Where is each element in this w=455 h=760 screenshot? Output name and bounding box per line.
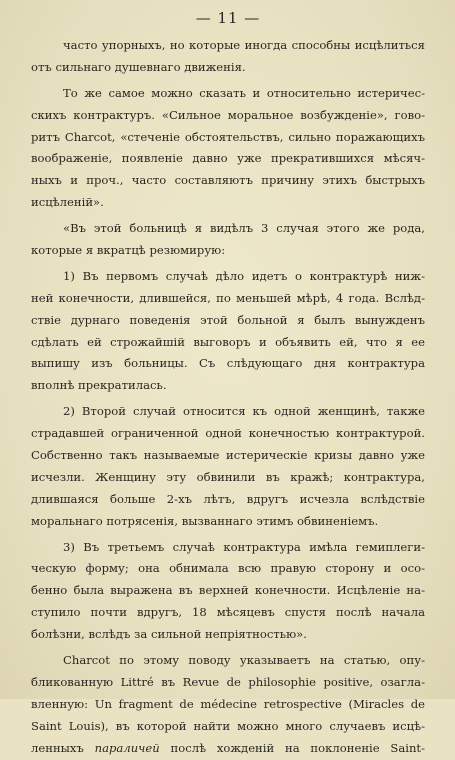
paragraph (31, 537, 425, 646)
paragraph (31, 218, 425, 262)
text-line: Saint Louis), въ которой найти можно много случаевъ исцѣ- (31, 718, 425, 733)
italic-word: параличей (94, 740, 160, 755)
paragraph (31, 35, 425, 79)
text-line: «Въ этой больницѣ я видѣлъ 3 случая этого же рода, (63, 221, 425, 236)
text-line: воображеніе, появленіе давно уже прекратившихся мѣсяч- (31, 151, 425, 166)
text-line: 3) Въ третьемъ случаѣ контрактура имѣла гемиплеги- (63, 539, 425, 554)
paragraph (31, 83, 425, 214)
text-line: ритъ Charcot, «стеченіе обстоятельствъ, сильно поражающихъ (31, 129, 425, 144)
text-line: исцѣленій». (31, 195, 104, 210)
text-line: Собственно такъ называемые истерическіе кризы давно уже (31, 448, 425, 463)
text-line: То же самое можно сказать и относительно истеричес- (63, 85, 425, 100)
text-line: отъ сильнаго душевнаго движенія. (31, 59, 246, 74)
text-line: ступило почти вдругъ, 18 мѣсяцевъ спустя послѣ начала (31, 605, 425, 620)
text-line: исчезли. Женщину эту обвинили въ кражѣ; контрактура, (31, 469, 425, 484)
text-line: сдѣлать ей строжайшій выговоръ и объявить ей, что я ее (31, 334, 425, 349)
paragraph (31, 401, 425, 532)
text-run: послѣ хожденій на поклоненіе Saint- (170, 740, 426, 755)
text-line: 2) Второй случай относится къ одной женщинѣ, также (63, 404, 425, 419)
text-line: которые я вкратцѣ резюмирую: (31, 243, 226, 258)
text-line: ней конечности, длившейся, по меньшей мѣрѣ, 4 года. Вслѣд- (31, 290, 425, 305)
body-text (31, 35, 425, 760)
text-line: скихъ контрактуръ. «Сильное моральное возбужденіе», гово- (31, 107, 425, 122)
paragraph (31, 266, 425, 397)
text-line: бенно была выражена въ верхней конечности. Исцѣленіе на- (31, 583, 425, 598)
text-line: часто упорныхъ, но которые иногда способны исцѣлиться (63, 38, 425, 52)
text-line: выпишу изъ больницы. Съ слѣдующаго дня контрактура (31, 356, 425, 371)
text-line: длившаяся больше 2-хъ лѣтъ, вдругъ исчезла вслѣдствіе (31, 491, 425, 506)
text-line: ствіе дурнаго поведенія этой больной я былъ вынужденъ (31, 312, 425, 327)
text-line: моральнаго потрясенія, вызваннаго этимъ обвиненіемъ. (31, 513, 379, 528)
text-line: болѣзни, вслѣдъ за сильной непріятностью». (31, 627, 307, 642)
text-line: страдавшей ограниченной одной конечностью контрактурой. (31, 426, 425, 441)
text-line: вленную: Un fragment de médecine retrospective (Miracles de (31, 696, 425, 711)
text-line: Charcot по этому поводу указываетъ на статью, опу- (63, 653, 425, 668)
text-line: ныхъ и проч., часто составляютъ причину этихъ быстрыхъ (31, 173, 425, 188)
text-line: бликованную Littré въ Revue de philosophie positive, озагла- (31, 674, 425, 689)
text-run: ленныхъ (31, 740, 84, 755)
text-line: 1) Въ первомъ случаѣ дѣло идетъ о контрактурѣ ниж- (63, 268, 425, 283)
text-line: вполнѣ прекратилась. (31, 378, 167, 393)
text-line (31, 738, 425, 760)
paragraph (31, 650, 425, 759)
text-line: ческую форму; она обнимала всю правую сторону и осо- (31, 561, 425, 576)
page-number: — 11 — (195, 9, 261, 27)
